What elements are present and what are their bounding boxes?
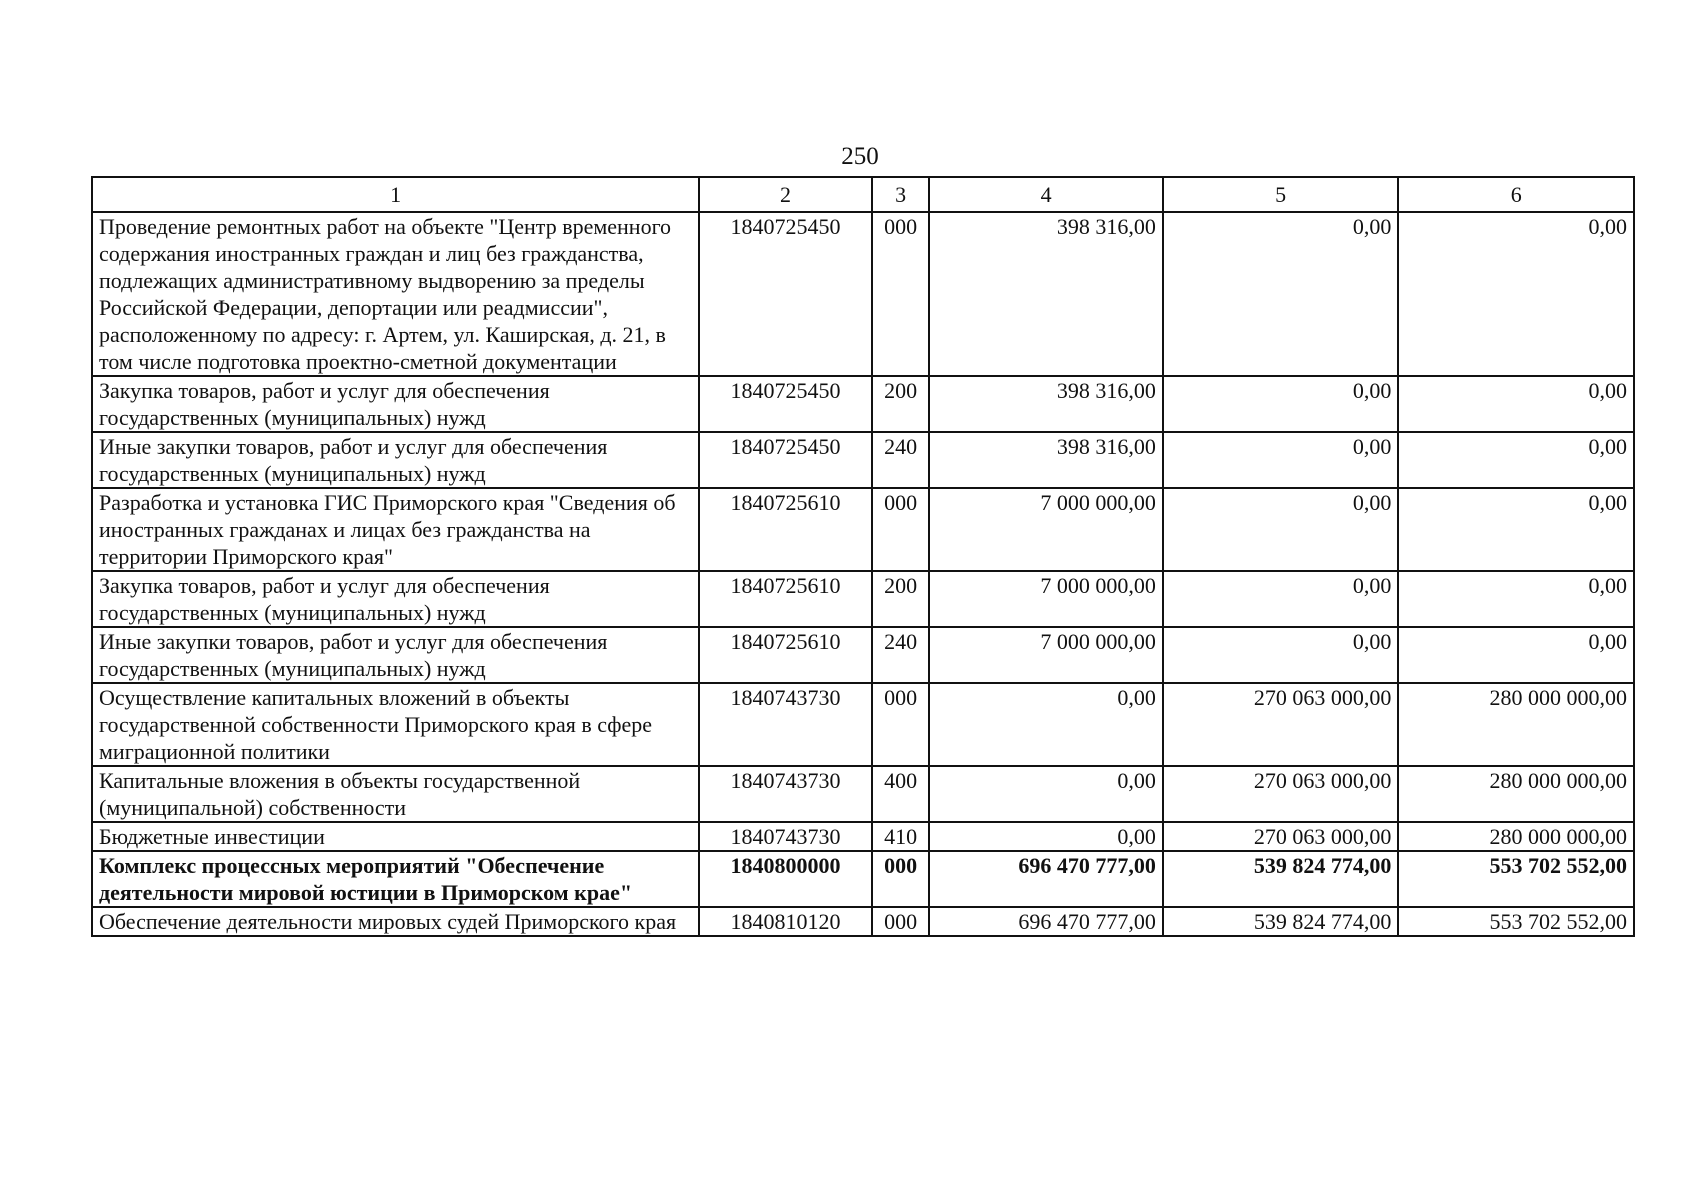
row-sum-col4: 696 470 777,00 [929, 851, 1162, 907]
row-sum-col4: 398 316,00 [929, 432, 1162, 488]
row-sum-col4: 0,00 [929, 766, 1162, 822]
row-type: 200 [872, 376, 930, 432]
row-code: 1840810120 [699, 907, 872, 936]
row-type: 240 [872, 432, 930, 488]
row-sum-col5: 0,00 [1163, 627, 1399, 683]
row-type: 410 [872, 822, 930, 851]
row-type: 000 [872, 683, 930, 766]
row-code: 1840725610 [699, 627, 872, 683]
header-cell-4: 4 [929, 177, 1162, 212]
row-name: Иные закупки товаров, работ и услуг для обеспечения государственных (муниципальных) нужд [92, 627, 699, 683]
row-sum-col4: 398 316,00 [929, 212, 1162, 376]
row-name: Обеспечение деятельности мировых судей Приморского края [92, 907, 699, 936]
row-name: Закупка товаров, работ и услуг для обеспечения государственных (муниципальных) нужд [92, 571, 699, 627]
row-name: Комплекс процессных мероприятий "Обеспечение деятельности мировой юстиции в Приморском крае" [92, 851, 699, 907]
row-sum-col4: 696 470 777,00 [929, 907, 1162, 936]
row-sum-col5: 270 063 000,00 [1163, 822, 1399, 851]
row-sum-col5: 0,00 [1163, 571, 1399, 627]
row-name: Разработка и установка ГИС Приморского края "Сведения об иностранных гражданах и лицах без гражданства на территории Приморского края" [92, 488, 699, 571]
header-cell-3: 3 [872, 177, 930, 212]
header-cell-6: 6 [1398, 177, 1634, 212]
page-number: 250 [841, 143, 879, 170]
row-sum-col6: 280 000 000,00 [1398, 822, 1634, 851]
row-code: 1840800000 [699, 851, 872, 907]
row-sum-col6: 553 702 552,00 [1398, 907, 1634, 936]
table-body [92, 212, 1634, 936]
row-name: Иные закупки товаров, работ и услуг для обеспечения государственных (муниципальных) нужд [92, 432, 699, 488]
row-sum-col4: 7 000 000,00 [929, 488, 1162, 571]
header-cell-1: 1 [92, 177, 699, 212]
row-code: 1840725450 [699, 212, 872, 376]
row-type: 240 [872, 627, 930, 683]
row-sum-col5: 270 063 000,00 [1163, 766, 1399, 822]
table-row [92, 766, 1634, 822]
header-row [92, 177, 1634, 212]
table-row [92, 627, 1634, 683]
row-sum-col5: 539 824 774,00 [1163, 851, 1399, 907]
table-row [92, 432, 1634, 488]
row-sum-col4: 0,00 [929, 683, 1162, 766]
row-sum-col6: 0,00 [1398, 627, 1634, 683]
row-sum-col4: 0,00 [929, 822, 1162, 851]
row-type: 000 [872, 851, 930, 907]
row-name: Закупка товаров, работ и услуг для обеспечения государственных (муниципальных) нужд [92, 376, 699, 432]
row-sum-col6: 0,00 [1398, 376, 1634, 432]
row-sum-col6: 0,00 [1398, 571, 1634, 627]
table-row [92, 851, 1634, 907]
row-sum-col6: 280 000 000,00 [1398, 683, 1634, 766]
row-code: 1840743730 [699, 766, 872, 822]
row-sum-col6: 0,00 [1398, 488, 1634, 571]
row-sum-col5: 539 824 774,00 [1163, 907, 1399, 936]
row-sum-col5: 0,00 [1163, 432, 1399, 488]
row-sum-col5: 0,00 [1163, 488, 1399, 571]
row-name: Бюджетные инвестиции [92, 822, 699, 851]
row-code: 1840725610 [699, 488, 872, 571]
row-sum-col6: 0,00 [1398, 212, 1634, 376]
table-row [92, 571, 1634, 627]
row-type: 400 [872, 766, 930, 822]
table-row [92, 822, 1634, 851]
row-sum-col5: 0,00 [1163, 376, 1399, 432]
header-cell-5: 5 [1163, 177, 1399, 212]
budget-table [91, 176, 1635, 937]
row-sum-col4: 398 316,00 [929, 376, 1162, 432]
row-sum-col6: 280 000 000,00 [1398, 766, 1634, 822]
header-cell-2: 2 [699, 177, 872, 212]
row-sum-col6: 0,00 [1398, 432, 1634, 488]
row-type: 200 [872, 571, 930, 627]
row-code: 1840725610 [699, 571, 872, 627]
row-sum-col6: 553 702 552,00 [1398, 851, 1634, 907]
table-row [92, 376, 1634, 432]
table-row [92, 212, 1634, 376]
row-code: 1840725450 [699, 432, 872, 488]
row-type: 000 [872, 907, 930, 936]
row-code: 1840743730 [699, 683, 872, 766]
row-name: Капитальные вложения в объекты государственной (муниципальной) собственности [92, 766, 699, 822]
row-sum-col4: 7 000 000,00 [929, 627, 1162, 683]
row-type: 000 [872, 212, 930, 376]
row-sum-col5: 270 063 000,00 [1163, 683, 1399, 766]
row-code: 1840725450 [699, 376, 872, 432]
table-row [92, 683, 1634, 766]
row-code: 1840743730 [699, 822, 872, 851]
row-name: Проведение ремонтных работ на объекте "Центр временного содержания иностранных граждан и лиц без гражданства, подлежащих административному выдворению за пределы Российской Федерации, депортации или реадмиссии", расположенному по адресу: г. Артем, ул. Каширская, д. 21, в том числе подготовка проектно-сметной документации [92, 212, 699, 376]
table-row [92, 907, 1634, 936]
row-name: Осуществление капитальных вложений в объекты государственной собственности Приморского края в сфере миграционной политики [92, 683, 699, 766]
table-row [92, 488, 1634, 571]
row-type: 000 [872, 488, 930, 571]
row-sum-col5: 0,00 [1163, 212, 1399, 376]
row-sum-col4: 7 000 000,00 [929, 571, 1162, 627]
